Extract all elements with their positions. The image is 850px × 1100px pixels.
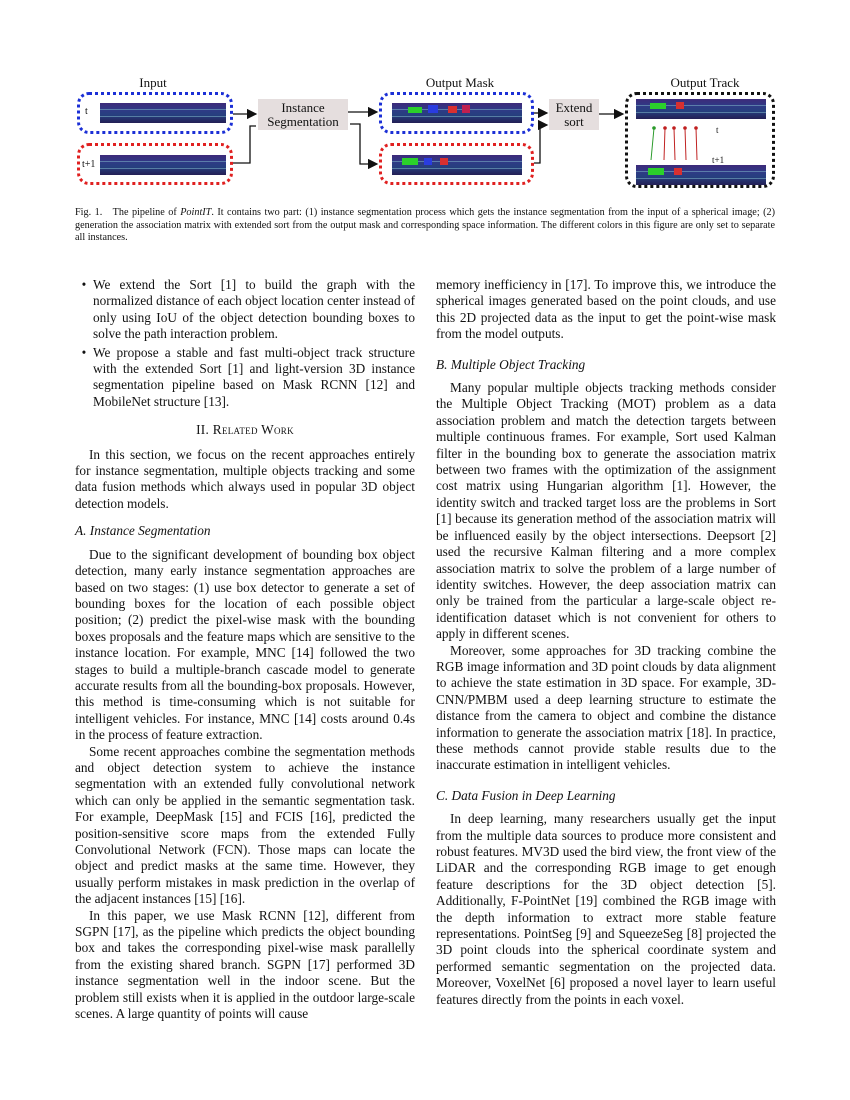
association-line — [664, 128, 665, 160]
figure-caption — [75, 207, 775, 245]
arrow-mask-t1-to-sort — [534, 125, 547, 163]
paragraph: Many popular multiple objects tracking methods consider the Multiple Object Tracking (MOT) problem as a data association problem and match the detection targets between multiple continuous frames. For example, Sort used Kalman filter in the bounding box to generate the association matrix between two frames with the optimization of the assignment cost matrix using Hungarian algorithm [1]. However, the identity switch and tracked target loss are the problems in Sort [1] because its generation method of the association matrix will be influenced easily by the object intersections. Deepsort [2] used the recursive Kalman filtering and a more complex association matrix to solve the problem of a large number of identity switches. However, the deep association matrix can only be trained from the particular a large-scale object re-identification dataset which is not convenient for others to apply in different scenes. — [436, 380, 776, 642]
paragraph: Due to the significant development of bounding box object detection, many early instance segmentation approaches are based on two stages: (1) use box detector to generate a set of bounding boxes for the location of each possible object position; (2) predict the pixel-wise mask with the bounding boxes proposals and the feature maps which are sensitive to the instance location. For example, MNC [14] followed the two stages to build a multiple-branch cascade model to generate accurate results from all the bounding-box proposals. However, this method is time-consuming which is not suitable for intelligent vehicles. For instance, MNC [14] costs around 0.4s in the process of feature extraction. — [75, 546, 415, 743]
figure-arrows — [0, 0, 850, 200]
frame-label-t1: t+1 — [82, 159, 96, 170]
section-intro: In this section, we focus on the recent approaches entirely for instance segmentation, multiple objects tracking and some data fusion methods which always used in popular 3D object detection models. — [75, 446, 415, 511]
input-label: Input — [139, 75, 167, 90]
left-column — [75, 277, 415, 1022]
association-line — [696, 128, 697, 160]
paragraph: Some recent approaches combine the segmentation methods and object detection system to achieve the instance segmentation with an extended fully convolutional network which can only be applied in the semantic segmentation task. For example, DeepMask [15] and FCIS [16], predicted the position-sensitive score maps from the extended Fully Convolutional Network (FCN). Those maps can locate the object and predict masks at the same time. However, they usually perform mistakes in mask prediction in the overlap of the adjacent instances [15] [16]. — [75, 743, 415, 907]
paragraph: In deep learning, many researchers usually get the input from the multiple data sources to produce more consistent and robust features. MV3D used the bird view, the front view of the LiDAR and the corresponding RGB image to get enough feature descriptions for the 3D object detection [5]. Additionally, F-PointNet [19] combined the RGB image with the depth information to extract more stable feature representations. PointSeg [9] and SqueezeSeg [8] projected the 3D point clouds into the spherical coordinate system and performed semantic segmentation on the projected data. Moreover, VoxelNet [6] proposed a novel layer to learn useful features directly from the points in each voxel. — [436, 811, 776, 1007]
contribution-bullet: • We extend the Sort [1] to build the graph with the normalized distance of each object location center instead of only using IoU of the object detection bounding boxes to solve the path interaction problem. — [81, 277, 415, 342]
extend-sort-box: Extend sort — [549, 99, 599, 130]
association-line — [674, 128, 675, 160]
contribution-bullet: • We propose a stable and fast multi-object track structure with the extended Sort [1] and light-version 3D instance segmentation pipeline based on Mask RCNN [12] and MobileNet structure [13]. — [81, 344, 415, 409]
caption-prefix: Fig. 1. — [75, 207, 103, 218]
line-input-t1 — [233, 126, 256, 163]
track-label-t1: t+1 — [712, 155, 725, 165]
paragraph: Moreover, some approaches for 3D tracking combine the RGB image information and 3D point clouds by data alignment to achieve the state estimation in 3D space. For example, 3D-CNN/PMBM used a deep learning structure to estimate the distance from the camera to object and combine the distance information to generate the association matrix [18]. In practice, these methods cannot provide stable results due to the inaccurate estimation in intelligent vehicles. — [436, 642, 776, 773]
subsection-heading-a: A. Instance Segmentation — [75, 523, 211, 539]
association-line — [651, 128, 654, 160]
caption-text-1: The pipeline of — [112, 207, 181, 218]
right-column — [436, 277, 776, 1008]
track-label-t: t — [716, 125, 719, 135]
section-heading: II. Related Work — [196, 422, 294, 438]
frame-label-t: t — [85, 106, 88, 117]
output-track-label: Output Track — [670, 75, 740, 90]
caption-text-2: . It contains two part: (1) instance segmentation process which gets the instance segmentation from the input of a spherical image; (2) generation the association matrix with extended sort from the output mask and corresponding space information. The different colors in this figure are only set to separate all instances. — [75, 207, 775, 244]
output-mask-label: Output Mask — [425, 75, 495, 90]
subsection-heading-c: C. Data Fusion in Deep Learning — [436, 787, 616, 803]
caption-italic: PointIT — [180, 207, 212, 218]
subsection-heading-b: B. Multiple Object Tracking — [436, 356, 586, 372]
paragraph-continuation: memory inefficiency in [17]. To improve this, we introduce the spherical images generated based on the point clouds, and use this 2D projected data as the input to get the point-wise mask from the model outputs. — [436, 277, 776, 342]
association-line — [685, 128, 686, 160]
instance-segmentation-box: Instance Segmentation — [258, 99, 348, 130]
paragraph: In this paper, we use Mask RCNN [12], different from SGPN [17], as the pipeline which predicts the object bounding box and takes the corresponding pixel-wise mask parallelly from the existing shared branch. SGPN [17] performed 3D instance segmentation well in the indoor scene. But the problem still exists when it is applied in the outdoor large-scale scenes. A large quantity of points will cause — [75, 907, 415, 1022]
arrow-seg-to-mask-t1 — [350, 124, 377, 164]
